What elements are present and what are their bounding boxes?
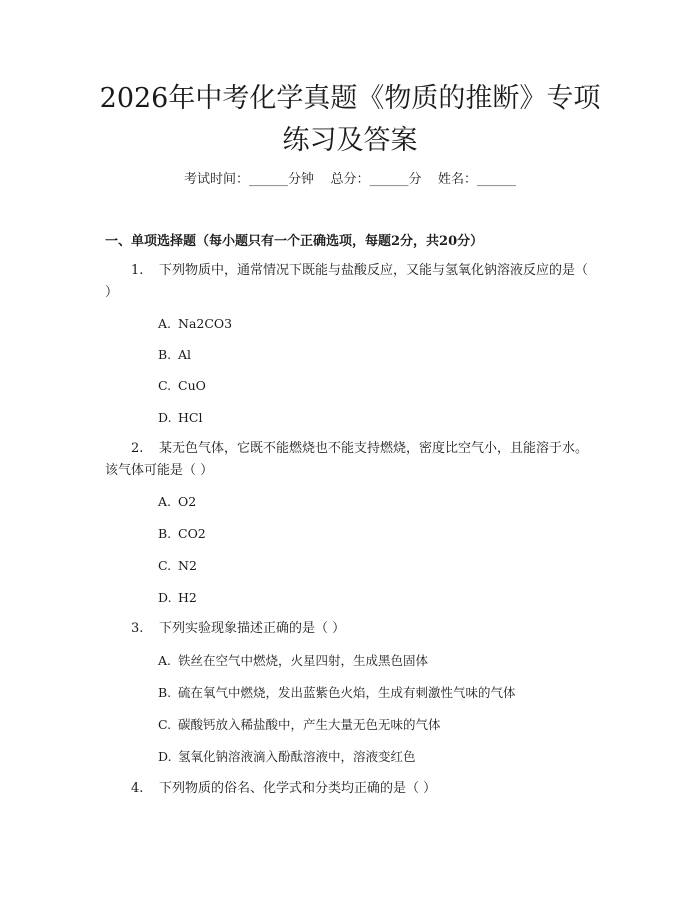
question-1-option-d: [158, 410, 202, 426]
option-letter: B.: [158, 347, 172, 362]
question-text: 下列实验现象描述正确的是（ ）: [159, 621, 346, 636]
question-number: 4.: [131, 781, 144, 796]
option-letter: D.: [158, 410, 172, 425]
option-text: CuO: [178, 378, 206, 393]
option-letter: D.: [158, 749, 172, 764]
question-3-stem: [105, 618, 595, 640]
option-text: H2: [178, 590, 197, 605]
option-letter: A.: [158, 494, 172, 509]
question-text: 下列物质中，通常情况下既能与盐酸反应，又能与氢氧化钠溶液反应的是（ ）: [105, 263, 589, 300]
question-2-option-d: [158, 590, 197, 606]
option-letter: D.: [158, 590, 172, 605]
question-number: 3.: [131, 621, 144, 636]
option-text: O2: [178, 494, 197, 509]
option-text: N2: [178, 558, 197, 573]
question-text: 下列物质的俗名、化学式和分类均正确的是（ ）: [159, 781, 437, 796]
option-text: CO2: [178, 526, 206, 541]
question-1-option-a: [158, 316, 232, 332]
document-title: 2026年中考化学真题《物质的推断》专项练习及答案: [99, 83, 601, 156]
question-text: 某无色气体，它既不能燃烧也不能支持燃烧，密度比空气小，且能溶于水。该气体可能是（ ）: [105, 441, 589, 478]
question-3-option-d: [158, 749, 416, 765]
question-3-option-a: [158, 653, 428, 669]
question-2-option-c: [158, 558, 197, 574]
option-text: HCl: [178, 410, 203, 425]
option-letter: C.: [158, 717, 172, 732]
exam-info-line: 考试时间：______分钟 总分：______分 姓名：______: [183, 172, 517, 187]
option-letter: B.: [158, 685, 172, 700]
question-2-option-a: [158, 494, 196, 510]
question-4-stem: [105, 778, 595, 800]
option-letter: A.: [158, 653, 172, 668]
question-1-option-c: [158, 378, 206, 394]
question-1-stem: [105, 260, 595, 304]
question-number: 2.: [131, 441, 144, 456]
option-letter: C.: [158, 378, 172, 393]
question-3-option-b: [158, 685, 516, 701]
section-heading: 一、单项选择题（每小题只有一个正确选项，每题2分，共20分）: [105, 234, 484, 249]
question-2-option-b: [158, 526, 206, 542]
option-text: 氢氧化钠溶液滴入酚酞溶液中，溶液变红色: [178, 749, 416, 764]
question-2-stem: [105, 438, 595, 482]
option-text: 铁丝在空气中燃烧，火星四射，生成黑色固体: [178, 653, 429, 668]
question-number: 1.: [131, 263, 144, 278]
option-text: Na2CO3: [178, 316, 233, 331]
option-text: 硫在氧气中燃烧，发出蓝紫色火焰，生成有刺激性气味的气体: [178, 685, 516, 700]
question-1-option-b: [158, 347, 191, 363]
question-3-option-c: [158, 717, 441, 733]
option-letter: A.: [158, 316, 172, 331]
option-text: 碳酸钙放入稀盐酸中，产生大量无色无味的气体: [178, 717, 441, 732]
option-letter: C.: [158, 558, 172, 573]
option-text: Al: [178, 347, 192, 362]
option-letter: B.: [158, 526, 172, 541]
